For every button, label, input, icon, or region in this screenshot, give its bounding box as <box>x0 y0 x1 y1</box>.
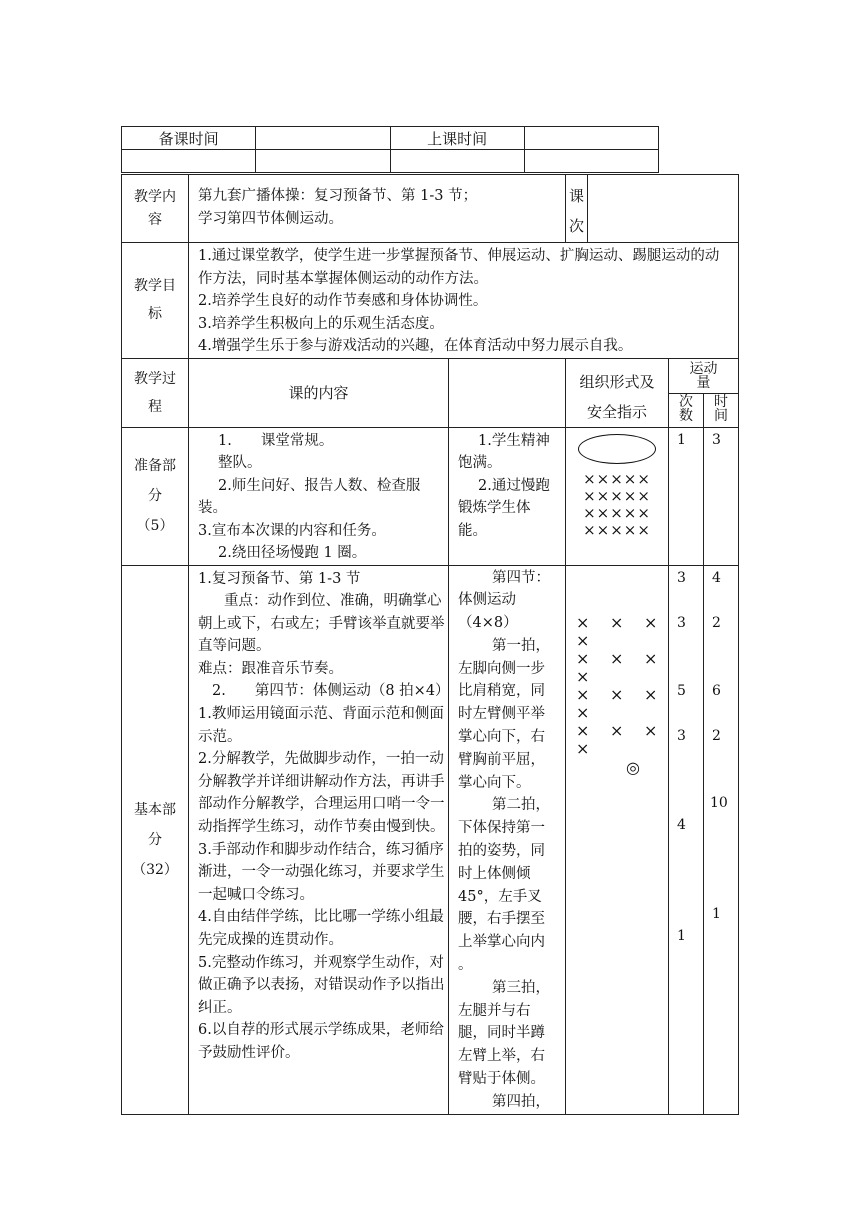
blank-cell <box>524 150 658 173</box>
prep-time-label: 备课时间 <box>122 127 256 150</box>
prep-section-label <box>122 427 189 565</box>
student-mark: × <box>644 648 658 668</box>
basic-line: 1.教师运用镜面示范、背面示范和侧面示范。 <box>198 706 444 745</box>
count-value: 4 <box>677 816 686 833</box>
count-label-text: 次数 <box>679 394 694 425</box>
student-mark: × <box>644 684 658 704</box>
course-content-header: 课的内容 <box>189 358 449 427</box>
teacher-mark: ◎ <box>626 757 640 777</box>
prep-line: 2.师生问好、报告人数、检查服装。 <box>198 477 421 516</box>
exercise-amount-header <box>669 358 739 394</box>
basic-minutes: （32） <box>132 861 178 878</box>
blank-header-cell <box>449 358 566 427</box>
goals-label-text: 教学目标 <box>134 278 176 323</box>
student-mark: × <box>610 684 624 704</box>
content-line: 学习第四节体侧运动。 <box>198 211 343 227</box>
student-mark: × <box>576 612 590 632</box>
goal-item: 1.通过课堂教学，使学生进一步掌握预备节、伸展运动、扩胸运动、踢腿运动的动作方法，同时基本掌握体侧运动的动作方法。 <box>198 248 720 287</box>
amount-label-text: 运动量 <box>689 360 718 391</box>
running-track-oval <box>578 434 656 464</box>
blank-cell <box>390 150 524 173</box>
count-value: 1 <box>677 927 686 944</box>
basic-line: 5.完整动作练习，并观察学生动作，对做正确予以表扬，对错误动作予以指出纠正。 <box>198 954 445 1016</box>
time-value: 4 <box>712 569 721 586</box>
beat-line: 第三拍，左腿并与右腿，同时半蹲左臂上举，右臂贴于体侧。 <box>458 979 550 1088</box>
prep-goal: 1.学生精神饱满。 <box>458 432 550 471</box>
basic-line: 重点：动作到位、准确，明确掌心朝上或下，右或左；手臂该举直就要举直等问题。 <box>198 593 445 655</box>
basic-times <box>704 565 739 1114</box>
time-value: 1 <box>712 905 721 922</box>
basic-line: 4.自由结伴学练，比比哪一学练小组最先完成操的连贯动作。 <box>198 909 444 948</box>
basic-line: 3.手部动作和脚步动作结合，练习循序渐进，一令一动强化练习，并要求学生一起喊口令练习。 <box>198 841 445 903</box>
prep-line: 1. 课堂常规。 <box>218 432 334 449</box>
prep-content <box>189 427 449 565</box>
student-row: ××××× <box>583 469 651 488</box>
basic-beats <box>449 565 566 1114</box>
content-label <box>122 175 189 243</box>
student-mark: × <box>610 612 624 632</box>
time-header <box>704 394 739 427</box>
blank-cell <box>256 150 390 173</box>
lesson-number-value[interactable] <box>588 175 739 243</box>
basic-line: 难点：跟准音乐节奏。 <box>198 660 343 677</box>
prep-label-text: 准备部分 <box>134 458 176 504</box>
beat-line: 第四拍， <box>492 1093 550 1110</box>
beat-line: 第一拍，左脚向侧一步比肩稍宽，同时左臂侧平举掌心向下，右臂胸前平屈，掌心向下。 <box>458 637 550 791</box>
beat-line: 第二拍，下体保持第一拍的姿势，同时上体侧倾 45°，左手叉腰，右手摆至上举掌心向内 。 <box>458 797 550 974</box>
basic-line: 2.分解教学，先做脚步动作，一拍一动分解教学并详细讲解动作方法，再讲手部动作分解教学，合理运用口哨一令一动指挥学生练习，动作节奏由慢到快。 <box>198 751 445 836</box>
student-mark: × <box>576 738 590 758</box>
basic-section-label <box>122 565 189 1114</box>
count-value: 3 <box>677 569 686 586</box>
beat-line: 第四节： <box>492 569 550 586</box>
student-row: ××××× <box>583 520 651 539</box>
count-value: 5 <box>677 682 686 699</box>
student-mark: × <box>644 612 658 632</box>
goals-label <box>122 243 189 359</box>
prep-line: 3.宣布本次课的内容和任务。 <box>198 522 386 539</box>
content-text <box>189 175 566 243</box>
prep-goal: 2.通过慢跑锻炼学生体能。 <box>458 477 550 539</box>
student-mark: × <box>610 648 624 668</box>
student-row: ××××× <box>583 503 651 522</box>
basic-line: 2. 第四节：体侧运动（8 拍×4） <box>212 683 450 700</box>
class-time-label: 上课时间 <box>390 127 524 150</box>
student-mark: × <box>576 702 590 722</box>
lesson-label-char: 课 <box>569 187 585 205</box>
prep-formation <box>566 427 669 565</box>
student-mark: × <box>644 720 658 740</box>
student-mark: × <box>576 666 590 686</box>
basic-content <box>189 565 449 1114</box>
time-value: 2 <box>712 727 721 744</box>
goal-item: 4.增强学生乐于参与游戏活动的兴趣，在体育活动中努力展示自我。 <box>198 338 633 354</box>
goals-list <box>189 243 739 359</box>
content-line: 第九套广播体操：复习预备节、第 1-3 节； <box>198 188 478 204</box>
student-mark: × <box>576 648 590 668</box>
time-value: 6 <box>712 682 721 699</box>
prep-count: 1 <box>669 427 704 565</box>
blank-cell <box>122 150 256 173</box>
basic-formation <box>566 565 669 1114</box>
basic-label-text: 基本部分 <box>134 801 176 848</box>
content-label-text: 教学内容 <box>134 188 176 228</box>
lesson-plan-table <box>121 174 739 1115</box>
student-mark: × <box>610 720 624 740</box>
student-row: ××××× <box>583 486 651 505</box>
prep-time: 3 <box>704 427 739 565</box>
process-label <box>122 358 189 427</box>
lesson-number-label <box>566 175 588 243</box>
student-mark: × <box>576 630 590 650</box>
prep-time-value[interactable] <box>256 127 390 150</box>
basic-line: 6.以自荐的形式展示学练成果，老师给予鼓励性评价。 <box>198 1022 444 1061</box>
student-mark: × <box>576 684 590 704</box>
lesson-label-char: 次 <box>569 217 585 235</box>
basic-counts <box>669 565 704 1114</box>
prep-line: 2.绕田径场慢跑 1 圈。 <box>218 545 367 561</box>
beat-line: 体侧运动（4×8） <box>458 592 518 632</box>
count-header <box>669 394 704 427</box>
count-value: 3 <box>677 727 686 744</box>
time-label-text: 时间 <box>714 394 729 425</box>
goal-item: 2.培养学生良好的动作节奏感和身体协调性。 <box>198 293 488 309</box>
prep-line: 整队。 <box>218 455 262 471</box>
goal-item: 3.培养学生积极向上的乐观生活态度。 <box>198 315 444 332</box>
prep-goals <box>449 427 566 565</box>
prep-minutes: （5） <box>136 518 174 534</box>
basic-line: 1.复习预备节、第 1-3 节 <box>198 570 361 587</box>
time-value: 10 <box>710 794 728 811</box>
student-mark: × <box>576 720 590 740</box>
class-time-value[interactable] <box>524 127 658 150</box>
org-header-line: 组织形式及 <box>579 372 655 391</box>
header-table <box>121 126 659 173</box>
organization-header <box>566 358 669 427</box>
process-label-text: 教学过程 <box>134 370 176 415</box>
count-value: 3 <box>677 614 686 631</box>
time-value: 2 <box>712 614 721 631</box>
org-header-line: 安全指示 <box>587 402 648 421</box>
